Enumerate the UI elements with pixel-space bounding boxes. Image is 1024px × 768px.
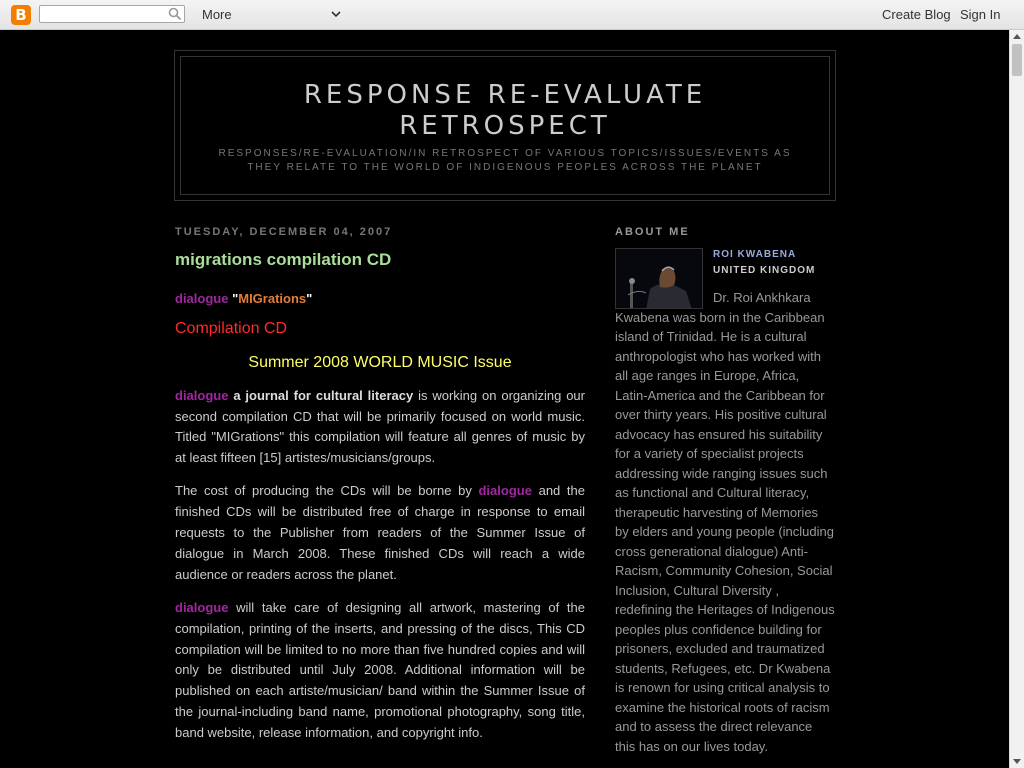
blogger-logo-icon[interactable]: B — [11, 5, 31, 25]
migrations-text: MIGrations — [238, 291, 307, 306]
post-date: TUESDAY, DECEMBER 04, 2007 — [175, 226, 393, 238]
scroll-thumb[interactable] — [1012, 44, 1022, 76]
summer-issue-heading: Summer 2008 WORLD MUSIC Issue — [248, 353, 512, 371]
quote-open: " — [228, 291, 239, 306]
blogger-navbar — [0, 0, 1024, 30]
chevron-down-icon[interactable] — [331, 9, 341, 19]
sign-in-link[interactable]: Sign In — [960, 7, 1001, 22]
scroll-down-arrow-icon[interactable] — [1013, 759, 1021, 764]
about-me-text: Dr. Roi Ankhkara Kwabena was born in the Caribbean island of Trinidad. He is a cultural anthropologist who has worked with all age ranges in Europe, Africa, Latin-America and the Caribbean for over thirty years. His positive cultural advocacy has ensured his suitability for a variety of specialist projects addressing wide ranging issues such as functional and Cultural literacy, therapeutic harvesting of Memories by elders and young people (including cross generational dialogue) Anti-Racism, Community Cohesion, Social Inclusion, Cultural Diversity , redefining the Heritages of Indigenous peoples plus confidence building for prisoners, excluded and traumatized students, Refugees, etc. Dr Kwabena is renown for using critical analysis to examine the historical roots of racism and to assess the direct relevance this has on our lives today. — [615, 290, 835, 754]
scroll-up-arrow-icon[interactable] — [1013, 34, 1021, 39]
blog-title-line1[interactable]: RESPONSE RE-EVALUATE — [303, 80, 707, 110]
dialogue-text: dialogue — [175, 599, 229, 615]
more-dropdown[interactable]: More — [202, 7, 232, 22]
post-paragraph-1 — [175, 386, 585, 469]
dialogue-text: dialogue — [478, 483, 532, 499]
paragraph-text: and the finished CDs will be distributed free of charge in response to email requests to the Publisher from readers of the Summer Issue of dialogue in March 2008. These finished CDs will reach a wide audience or readers across the planet. — [175, 483, 585, 582]
post-paragraph-3 — [175, 598, 585, 744]
compilation-heading: Compilation CD — [175, 319, 288, 337]
navbar-search-input[interactable] — [39, 5, 185, 23]
search-icon[interactable] — [168, 7, 182, 21]
post-subtitle-line — [175, 289, 585, 310]
sidebar — [615, 226, 835, 754]
blog-header — [174, 50, 836, 201]
journal-name: a journal for cultural literacy — [228, 387, 414, 403]
create-blog-link[interactable]: Create Blog — [882, 7, 951, 22]
post-title[interactable]: migrations compilation CD — [175, 250, 392, 269]
dialogue-text: dialogue — [175, 387, 229, 403]
blog-title[interactable] — [181, 80, 829, 142]
blog-description: RESPONSES/RE-EVALUATION/IN RETROSPECT OF VARIOUS TOPICS/ISSUES/EVENTS AS THEY RELATE TO THE WORLD OF INDIGENOUS PEOPLES ACROSS THE PLANET — [218, 148, 792, 173]
about-me-heading: ABOUT ME — [615, 226, 690, 238]
paragraph-text: is working on organizing our second compilation CD that will be primarily focused on world music. Titled "MIGrations" this compilation will feature all genres of music by at least fifteen [15] artistes/musicians/groups. — [175, 387, 585, 466]
main-column — [175, 226, 585, 744]
blog-title-line2[interactable]: RETROSPECT — [399, 111, 611, 141]
profile-location: UNITED KINGDOM — [713, 265, 816, 276]
dialogue-text: dialogue — [175, 291, 229, 306]
blog-header-inner — [180, 56, 830, 195]
paragraph-text: The cost of producing the CDs will be borne by — [175, 483, 479, 499]
post-paragraph-2 — [175, 481, 585, 585]
profile-name-link[interactable]: ROI KWABENA — [713, 249, 797, 260]
paragraph-text: will take care of designing all artwork, mastering of the compilation, printing of the inserts, and pressing of the discs, This CD compilation will be limited to no more than five hundred copies and will only be distributed until July 2008. Additional information will be published on each artiste/musician/ band within the Summer Issue of the journal-including band name, promotional photography, song title, band website, release information, and copyright info. — [175, 599, 585, 740]
page-scrollbar[interactable] — [1009, 30, 1024, 768]
quote-close: " — [306, 291, 313, 306]
